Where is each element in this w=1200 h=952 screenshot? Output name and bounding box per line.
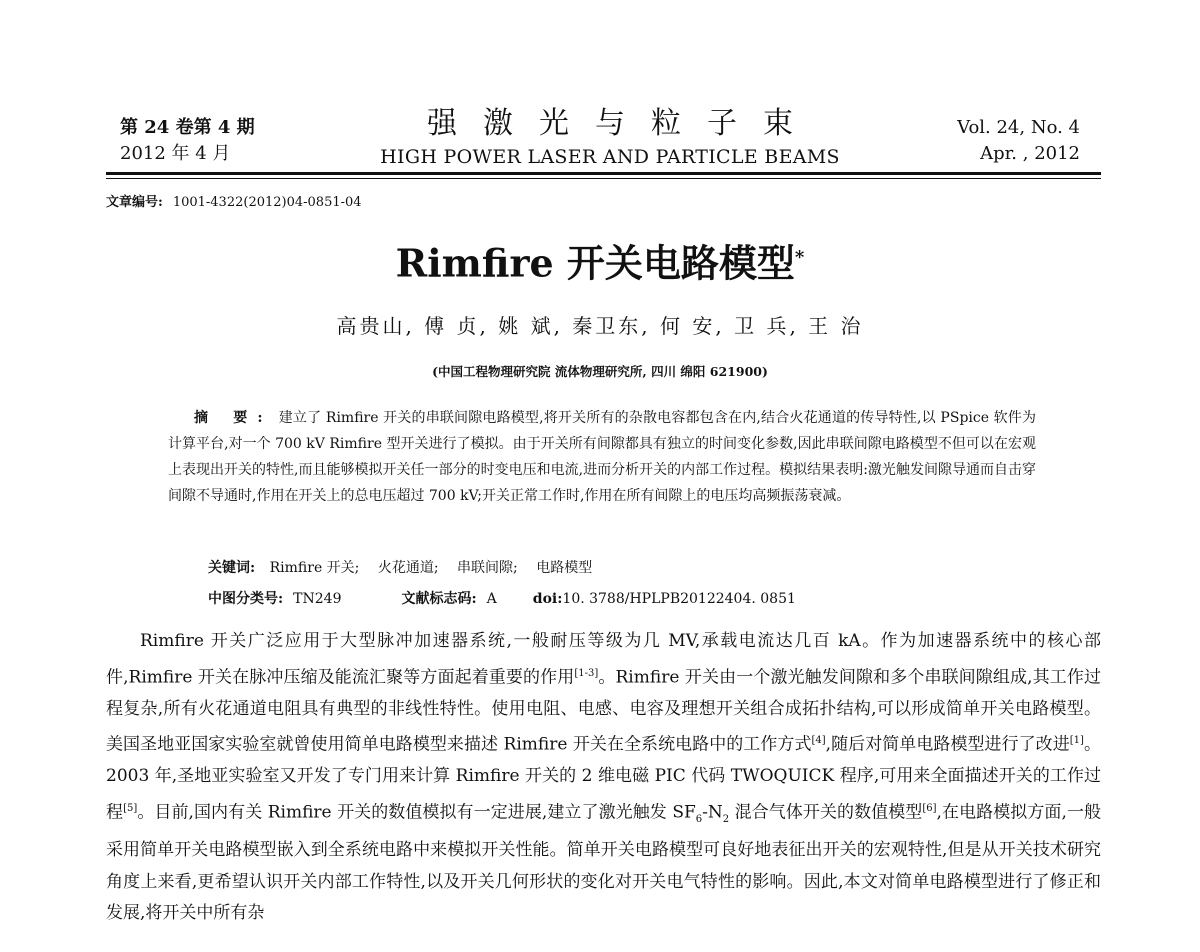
body-text-segment: -N (702, 802, 723, 823)
clc-label: 中图分类号: (208, 591, 284, 607)
article-number (106, 191, 362, 210)
classification-row (208, 588, 796, 608)
body-text-segment: 。Rimfire 开关由一个激光触发间隙和多个串联间隙组成,其工作过程复杂,所有火花通道电阻具有典型的非线性特性。使用电阻、电感、电容及理想开关组合成拓扑结构,可以形成简单开关电路模型。美国圣地亚国家实验室就曾使用简单电路模型来描述 Rimfire 开关在全系统电路中的工作方式 (106, 667, 1101, 755)
citation-ref: [1] (1069, 735, 1084, 747)
article-number-label: 文章编号: (106, 195, 163, 210)
header-issue (120, 115, 255, 167)
abstract-label: 摘 要: (194, 410, 273, 426)
citation-ref: [4] (811, 735, 826, 747)
citation-ref: [1-3] (574, 667, 599, 679)
body-paragraph (106, 626, 1101, 930)
volume-en: Vol. 24, No. 4 (957, 117, 1080, 138)
body-text-segment: ,随后对简单电路模型进行了改进 (825, 734, 1070, 755)
header-rule-thin (106, 178, 1101, 179)
doc-code-value: A (486, 591, 497, 607)
doi-value: 10. 3788/HPLPB20122404. 0851 (562, 591, 796, 607)
abstract (168, 405, 1036, 509)
keyword-item: 火花通道; (377, 560, 439, 576)
title-footnote-mark: * (794, 247, 805, 268)
header-journal (340, 105, 880, 169)
subscript: 2 (722, 813, 730, 825)
affiliation: (中国工程物理研究院 流体物理研究所, 四川 绵阳 621900) (432, 364, 768, 379)
keyword-item: 电路模型 (536, 560, 593, 576)
body-text-segment: 。目前,国内有关 Rimfire 开关的数值模拟有一定进展,建立了激光触发 SF (137, 802, 696, 823)
doi-label: doi: (532, 591, 563, 607)
article-number-value: 1001-4322(2012)04-0851-04 (172, 195, 362, 210)
header-rule-thick (106, 172, 1101, 175)
citation-ref: [6] (922, 802, 937, 814)
keywords-label: 关键词: (208, 560, 256, 576)
author-list: 高贵山, 傅 贞, 姚 斌, 秦卫东, 何 安, 卫 兵, 王 治 (336, 314, 864, 338)
journal-name-cn: 强激光与粒子束 (427, 106, 819, 141)
date-cn: 2012 年 4 月 (120, 143, 231, 164)
keyword-item: 串联间隙; (457, 560, 518, 576)
header-volume (957, 115, 1080, 167)
body-text-segment: 混合气体开关的数值模型 (729, 802, 923, 823)
keyword-item: Rimfire 开关; (269, 560, 360, 576)
body-text-segment: ,在电路模拟方面,一般采用简单开关电路模型嵌入到全系统电路中来模拟开关性能。简单开关电路模型可良好地表征出开关的宏观特性,但是从开关技术研究角度上来看,更希望认识开关内部工作特性,以及开关几何形状的变化对开关电气特性的影响。因此,本文对简单电路模型进行了修正和发展,将开关中所有杂 (106, 802, 1102, 924)
doc-code-label: 文献标志码: (401, 591, 477, 607)
paper-title-text: Rimfire 开关电路模型 (395, 240, 795, 286)
abstract-text: 建立了 Rimfire 开关的串联间隙电路模型,将开关所有的杂散电容都包含在内,结合火花通道的传导特性,以 PSpice 软件为计算平台,对一个 700 kV Rimfire 型开关进行了模拟。由于开关所有间隙都具有独立的时间变化参数,因此串联间隙电路模型不但可以在宏观上表现出开关的特性,而且能够模拟开关任一部分的时变电压和电流,进而分析开关的内部工作过程。模拟结果表明:激光触发间隙导通而自击穿间隙不导通时,作用在开关上的总电压超过 700 kV;开关正常工作时,作用在所有间隙上的电压均高频振荡衰减。 (168, 410, 1036, 504)
subscript: 6 (695, 813, 703, 825)
citation-ref: [5] (123, 802, 138, 814)
body-text-segment: 。2003 年,圣地亚实验室又开发了专门用来计算 Rimfire 开关的 2 维电磁 PIC 代码 TWOQUICK 程序,可用来全面描述开关的工作过程 (106, 734, 1102, 823)
body-text (106, 626, 1101, 930)
paper-title (0, 232, 1200, 290)
keywords (208, 557, 606, 577)
clc-value: TN249 (293, 591, 342, 607)
journal-name-en: HIGH POWER LASER AND PARTICLE BEAMS (380, 146, 840, 168)
date-en: Apr. , 2012 (980, 143, 1080, 164)
body-text-segment: Rimfire 开关广泛应用于大型脉冲加速器系统,一般耐压等级为几 MV,承载电流达几百 kA。作为加速器系统中的核心部件,Rimfire 开关在脉冲压缩及能流汇聚等方面起着重要的作用 (106, 631, 1101, 688)
issue-cn: 第 24 卷第 4 期 (120, 117, 255, 138)
